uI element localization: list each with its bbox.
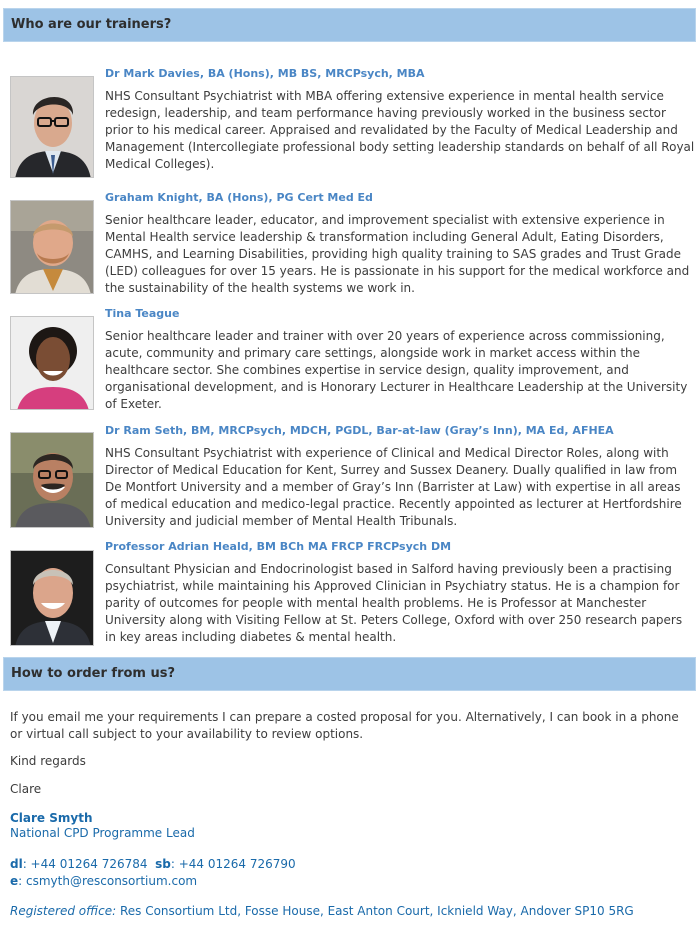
sb-label: sb [155,857,171,871]
sb-phone[interactable]: : +44 01264 726790 [170,857,296,871]
trainers-section-title: Who are our trainers? [11,17,172,32]
sender-first-name: Clare [10,782,42,796]
order-intro: If you email me your requirements I can prepare a costed proposal for you. Alternatively, I can book in a phone or virtual call subject to your availability to review options. [10,710,679,741]
trainer-photo [10,550,94,646]
signature-email [10,874,197,888]
trainer-card [10,424,694,532]
trainer-card [10,191,694,299]
registered-office-label: Registered office: [10,904,117,918]
order-section-title: How to order from us? [11,666,176,681]
trainer-name: Professor Adrian Heald, BM BCh MA FRCP FRCPsych DM [105,540,452,553]
trainer-photo [10,432,94,528]
trainer-name: Dr Mark Davies, BA (Hons), MB BS, MRCPsych, MBA [105,67,425,80]
trainer-card [10,540,694,652]
signature-role: National CPD Programme Lead [10,826,195,840]
trainer-name: Dr Ram Seth, BM, MRCPsych, MDCH, PGDL, Bar-at-law (Gray’s Inn), MA Ed, AFHEA [105,424,614,437]
trainer-card [10,307,694,415]
dl-phone[interactable]: : +44 01264 726784 [22,857,148,871]
trainer-name: Tina Teague [105,307,180,320]
registered-office [10,904,634,918]
trainer-bio: NHS Consultant Psychiatrist with experience of Clinical and Medical Director Roles, along with Director of Medical Education for Kent, Surrey and Sussex Deanery. Dually qualified in law from De Montfort University and a member of Gray’s Inn (Barrister at Law) with expertise in all areas of medical education and medico-legal practice. Recently appointed as lecturer at Hertfordshire University and judicial member of Mental Health Tribunals. [105,446,682,528]
dl-label: dl [10,857,23,871]
email-label: e [10,874,19,888]
trainer-bio: Senior healthcare leader, educator, and improvement specialist with extensive experience in Mental Health service leadership & transformation including General Adult, Eating Disorders, CAMHS, and Learning Disabilities, providing high quality training to SAS grades and Trust Grade (LED) colleagues for over 15 years. He is passionate in his support for the medical workforce and the sustainability of the health systems we work in. [105,213,690,295]
signature-name: Clare Smyth [10,811,93,825]
registered-office-address: Res Consortium Ltd, Fosse House, East Anton Court, Icknield Way, Andover SP10 5RG [116,904,634,918]
kind-regards: Kind regards [10,754,86,768]
trainer-bio: Senior healthcare leader and trainer with over 20 years of experience across commissioning, acute, community and primary care settings, alongside work in market access within the healthcare sector. She combines expertise in service design, quality improvement, and organisational development, and is Honorary Lecturer in Healthcare Leadership at the University of Exeter. [105,329,688,411]
trainer-bio: NHS Consultant Psychiatrist with MBA offering extensive experience in mental health service redesign, leadership, and team performance having previously worked in the business sector prior to his medical career. Appraised and revalidated by the Faculty of Medical Leadership and Management (Intercollegiate professional body setting leadership standards on behalf of all Royal Medical Colleges). [105,89,695,171]
trainer-name: Graham Knight, BA (Hons), PG Cert Med Ed [105,191,373,204]
order-section-header [3,657,696,691]
trainer-photo [10,316,94,410]
trainer-bio: Consultant Physician and Endocrinologist based in Salford having previously been a practising psychiatrist, while maintaining his Approved Clinician in Psychiatry status. He is a champion for parity of outcomes for people with mental health problems. He is Professor at Manchester University along with Visiting Fellow at St. Peters College, Oxford with over 250 research papers in key areas including diabetes & mental health. [105,562,683,644]
trainer-card [10,67,694,179]
signature-phones [10,857,296,871]
email-link[interactable]: : csmyth@resconsortium.com [18,874,198,888]
trainers-section-header [3,8,696,42]
trainer-photo [10,200,94,294]
trainer-photo [10,76,94,178]
